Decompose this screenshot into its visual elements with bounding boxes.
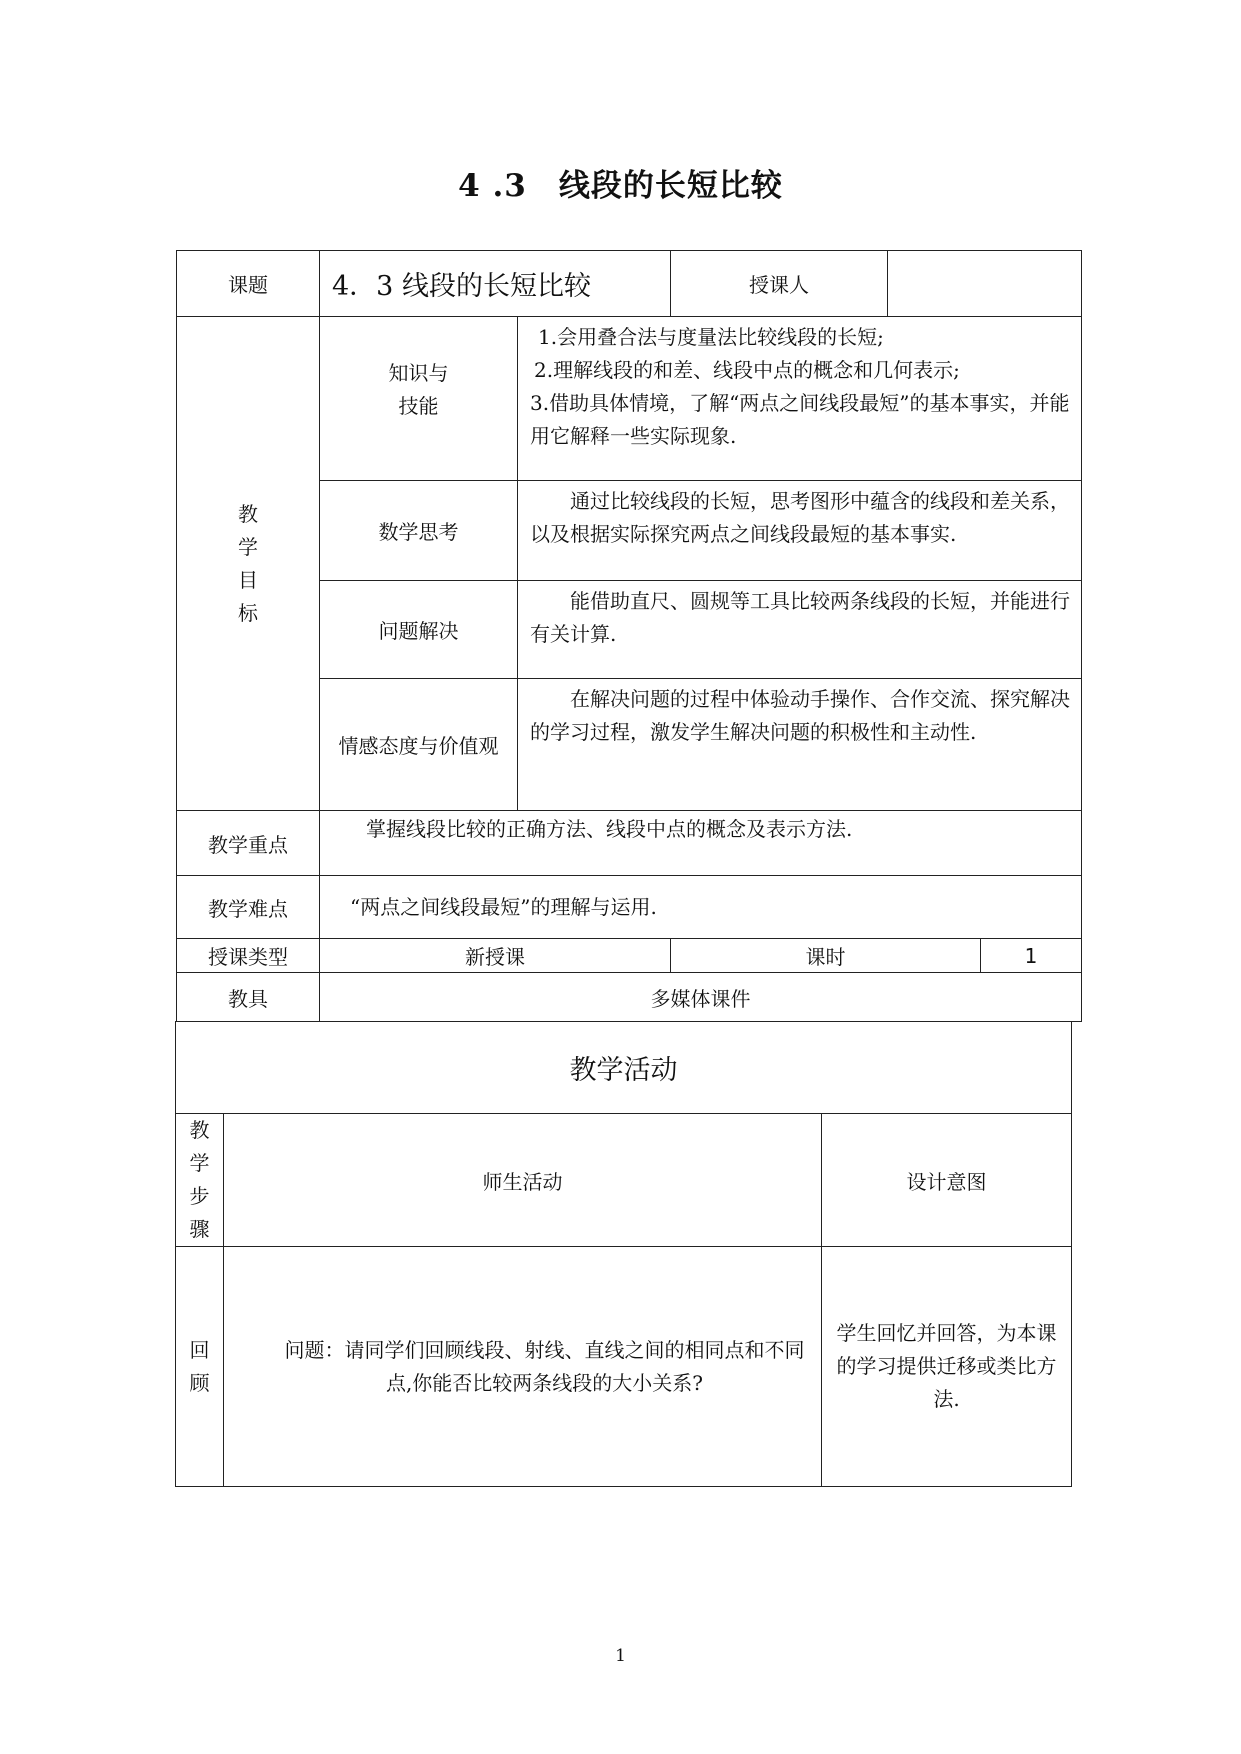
- objective-text-thinking: 通过比较线段的长短，思考图形中蕴含的线段和差关系，以及根据实际探究两点之间线段最短的基本事实.: [518, 481, 1082, 581]
- activity-cell: 问题：请同学们回顾线段、射线、直线之间的相同点和不同点,你能否比较两条线段的大小关系?: [224, 1247, 822, 1487]
- lesson-type-value: 新授课: [320, 939, 671, 973]
- topic-label: 课题: [177, 251, 320, 317]
- page-title: 4 .3 线段的长短比较: [458, 168, 783, 204]
- steps-column-header: 教 学 步 骤: [176, 1114, 224, 1247]
- key-point-value: 掌握线段比较的正确方法、线段中点的概念及表示方法.: [320, 811, 1082, 876]
- topic-value: 4．3 线段的长短比较: [320, 251, 671, 317]
- page-number: 1: [615, 1646, 626, 1666]
- activities-table: [175, 1021, 1072, 1487]
- intent-cell: 学生回忆并回答，为本课的学习提供迁移或类比方法.: [822, 1247, 1072, 1487]
- activity-column-header: 师生活动: [224, 1114, 822, 1247]
- activities-header-row: [176, 1114, 1072, 1247]
- objective-label-knowledge: 知识与 技能: [320, 317, 518, 481]
- teacher-label: 授课人: [671, 251, 888, 317]
- intent-column-header: 设计意图: [822, 1114, 1072, 1247]
- key-point-row: [177, 811, 1082, 876]
- tools-row: [177, 973, 1082, 1022]
- objective-text-attitude: 在解决问题的过程中体验动手操作、合作交流、探究解决的学习过程，激发学生解决问题的积极性和主动性.: [518, 679, 1082, 811]
- objective-label-attitude: 情感态度与价值观: [320, 679, 518, 811]
- tools-value: 多媒体课件: [320, 973, 1082, 1022]
- topic-row: [177, 251, 1082, 317]
- key-point-label: 教学重点: [177, 811, 320, 876]
- activity-row: [176, 1247, 1072, 1487]
- lesson-info-table: [176, 250, 1082, 1022]
- activities-heading: 教学活动: [176, 1022, 1072, 1114]
- period-label: 课时: [671, 939, 981, 973]
- tools-label: 教具: [177, 973, 320, 1022]
- difficulty-value: “两点之间线段最短”的理解与运用.: [320, 876, 1082, 939]
- activities-heading-row: [176, 1022, 1072, 1114]
- step-cell: 回 顾: [176, 1247, 224, 1487]
- objective-label-thinking: 数学思考: [320, 481, 518, 581]
- lesson-type-row: [177, 939, 1082, 973]
- lesson-type-label: 授课类型: [177, 939, 320, 973]
- difficulty-row: [177, 876, 1082, 939]
- objective-text-knowledge: 1.会用叠合法与度量法比较线段的长短; 2.理解线段的和差、线段中点的概念和几何表示; 3.借助具体情境，了解“两点之间线段最短”的基本事实，并能用它解释一些实际现象.: [518, 317, 1082, 481]
- objectives-label: 教 学 目 标: [177, 317, 320, 811]
- period-value: 1: [981, 939, 1082, 973]
- difficulty-label: 教学难点: [177, 876, 320, 939]
- objective-text-problem: 能借助直尺、圆规等工具比较两条线段的长短，并能进行有关计算.: [518, 581, 1082, 679]
- objective-row-knowledge: [177, 317, 1082, 481]
- objective-label-problem: 问题解决: [320, 581, 518, 679]
- teacher-value: [888, 251, 1082, 317]
